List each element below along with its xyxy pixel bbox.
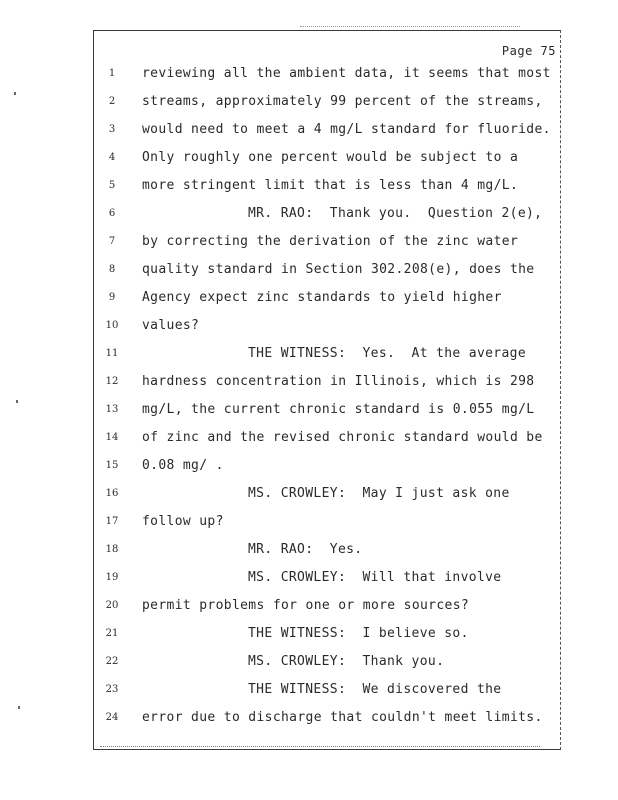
transcript-line <box>0 625 618 645</box>
line-number: 6 <box>108 208 116 219</box>
line-text: 0.08 mg/ . <box>142 458 224 473</box>
bottom-edge-rule <box>100 746 540 747</box>
transcript-line <box>0 401 618 421</box>
line-text: hardness concentration in Illinois, which is 298 <box>142 374 535 389</box>
transcript-line <box>0 65 618 85</box>
line-number: 13 <box>105 404 119 415</box>
line-number: 24 <box>105 712 119 723</box>
transcript-line <box>0 205 618 225</box>
transcript-line <box>0 373 618 393</box>
line-text: MR. RAO: Yes. <box>248 542 363 557</box>
line-text: error due to discharge that couldn't meet limits. <box>142 710 543 725</box>
scan-speck <box>16 400 18 403</box>
transcript-line <box>0 485 618 505</box>
line-text: MR. RAO: Thank you. Question 2(e), <box>248 206 543 221</box>
line-number: 5 <box>108 180 116 191</box>
transcript-line <box>0 653 618 673</box>
line-number: 10 <box>105 320 119 331</box>
line-number: 9 <box>108 292 116 303</box>
scan-speck <box>14 92 16 95</box>
line-text: MS. CROWLEY: May I just ask one <box>248 486 510 501</box>
line-text: quality standard in Section 302.208(e), does the <box>142 262 535 277</box>
line-text: MS. CROWLEY: Thank you. <box>248 654 445 669</box>
transcript-line <box>0 569 618 589</box>
transcript-line <box>0 261 618 281</box>
line-text: reviewing all the ambient data, it seems that most <box>142 66 551 81</box>
transcript-line <box>0 429 618 449</box>
line-number: 8 <box>108 264 116 275</box>
transcript-line <box>0 289 618 309</box>
line-number: 21 <box>105 628 119 639</box>
scan-speck <box>18 706 20 709</box>
transcript-line <box>0 681 618 701</box>
line-number: 4 <box>108 152 116 163</box>
line-text: MS. CROWLEY: Will that involve <box>248 570 502 585</box>
line-number: 19 <box>105 572 119 583</box>
transcript-line <box>0 345 618 365</box>
line-number: 1 <box>108 68 116 79</box>
line-number: 23 <box>105 684 119 695</box>
line-number: 22 <box>105 656 119 667</box>
line-number: 11 <box>105 348 119 359</box>
transcript-line <box>0 709 618 729</box>
transcript-line <box>0 149 618 169</box>
transcript-line <box>0 317 618 337</box>
line-number: 2 <box>108 96 116 107</box>
transcript-line <box>0 177 618 197</box>
transcript-line <box>0 541 618 561</box>
line-text: Agency expect zinc standards to yield higher <box>142 290 502 305</box>
transcript-line <box>0 93 618 113</box>
line-text: mg/L, the current chronic standard is 0.055 mg/L <box>142 402 535 417</box>
transcript-line <box>0 457 618 477</box>
line-number: 17 <box>105 516 119 527</box>
page-number: Page 75 <box>501 44 556 58</box>
transcript-line <box>0 513 618 533</box>
line-text: streams, approximately 99 percent of the streams, <box>142 94 543 109</box>
transcript-line <box>0 121 618 141</box>
transcript-line <box>0 597 618 617</box>
transcript-line <box>0 233 618 253</box>
line-number: 12 <box>105 376 119 387</box>
line-number: 18 <box>105 544 119 555</box>
line-text: permit problems for one or more sources? <box>142 598 470 613</box>
line-text: by correcting the derivation of the zinc water <box>142 234 519 249</box>
line-number: 16 <box>105 488 119 499</box>
line-number: 3 <box>108 124 116 135</box>
line-text: THE WITNESS: Yes. At the average <box>248 346 527 361</box>
line-text: follow up? <box>142 514 224 529</box>
line-text: more stringent limit that is less than 4 mg/L. <box>142 178 519 193</box>
line-number: 14 <box>105 432 119 443</box>
line-text: would need to meet a 4 mg/L standard for fluoride. <box>142 122 551 137</box>
line-text: values? <box>142 318 200 333</box>
line-text: of zinc and the revised chronic standard would be <box>142 430 543 445</box>
line-text: THE WITNESS: We discovered the <box>248 682 502 697</box>
line-text: THE WITNESS: I believe so. <box>248 626 469 641</box>
line-number: 15 <box>105 460 119 471</box>
line-number: 7 <box>108 236 116 247</box>
line-number: 20 <box>105 600 119 611</box>
line-text: Only roughly one percent would be subject to a <box>142 150 519 165</box>
